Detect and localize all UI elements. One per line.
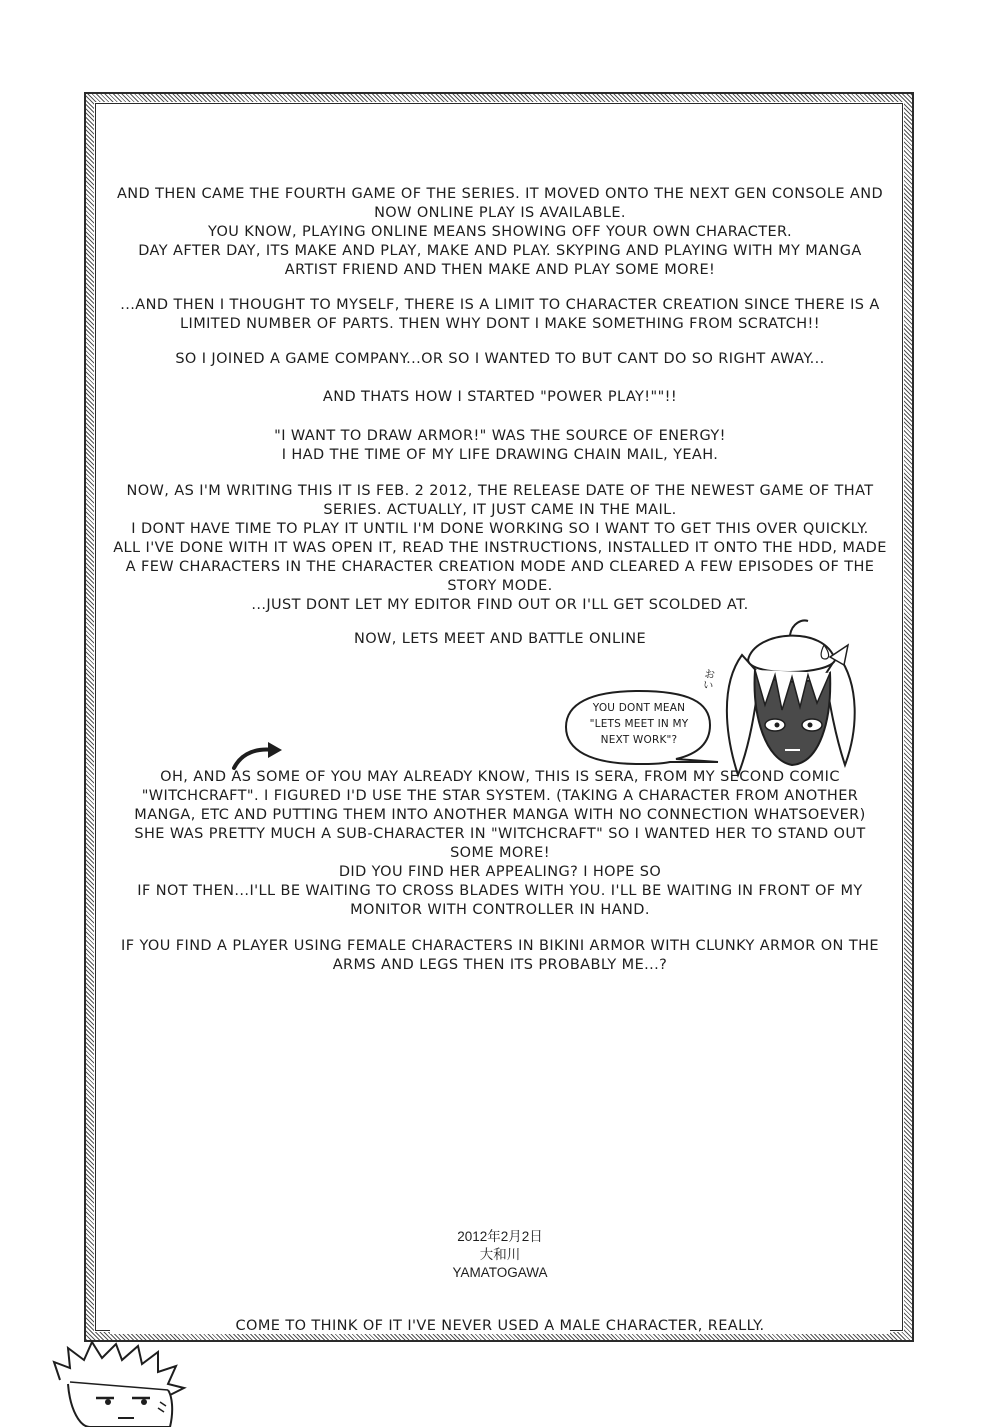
signature-name-en: YAMATOGAWA [452, 1265, 548, 1280]
text-line: AND THEN CAME THE FOURTH GAME OF THE SERIES. IT MOVED ONTO THE NEXT GEN CONSOLE AND [116, 186, 884, 202]
paragraph-fourth-game [110, 185, 890, 280]
text-line: SO I JOINED A GAME COMPANY...OR SO I WANTED TO BUT CANT DO SO RIGHT AWAY... [175, 351, 825, 367]
text-line: DID YOU FIND HER APPEALING? I HOPE SO [338, 864, 662, 880]
text-line: YOU KNOW, PLAYING ONLINE MEANS SHOWING OFF YOUR OWN CHARACTER. [208, 224, 792, 240]
speech-bubble-text [568, 700, 710, 748]
text-line: NOW, LETS MEET AND BATTLE ONLINE [353, 631, 647, 647]
sera-character-drawing [720, 615, 865, 785]
text-line: SERIES. ACTUALLY, IT JUST CAME IN THE MAIL. [323, 502, 677, 518]
text-line: ALL I'VE DONE WITH IT WAS OPEN IT, READ THE INSTRUCTIONS, INSTALLED IT ONTO THE HDD, MADE [113, 540, 887, 556]
paragraph-bikini-armor [110, 937, 890, 975]
text-line: ARMS AND LEGS THEN ITS PROBABLY ME...? [332, 957, 668, 973]
text-line: IF NOT THEN...I'LL BE WAITING TO CROSS BLADES WITH YOU. I'LL BE WAITING IN FRONT OF MY [137, 883, 863, 899]
text-line: "I WANT TO DRAW ARMOR!" WAS THE SOURCE OF ENERGY! [274, 428, 726, 444]
text-line: ARTIST FRIEND AND THEN MAKE AND PLAY SOME MORE! [284, 262, 716, 278]
closing-text: COME TO THINK OF IT I'VE NEVER USED A MALE CHARACTER, REALLY. [228, 1318, 773, 1334]
paragraph-writing-date [110, 482, 890, 615]
paragraph-character-creation [110, 296, 890, 334]
text-line: ...JUST DONT LET MY EDITOR FIND OUT OR I'LL GET SCOLDED AT. [251, 597, 749, 613]
text-line: NEXT WORK"? [600, 734, 678, 746]
signature-name-jp: 大和川 [479, 1247, 521, 1262]
paragraph-power-play [110, 388, 890, 407]
text-line: STORY MODE. [447, 578, 553, 594]
text-line: NOW ONLINE PLAY IS AVAILABLE. [374, 205, 626, 221]
text-line: OH, AND AS SOME OF YOU MAY ALREADY KNOW, THIS IS SERA, FROM MY SECOND COMIC [160, 769, 840, 785]
sound-effect-oi: おい [700, 667, 717, 691]
text-line: I DONT HAVE TIME TO PLAY IT UNTIL I'M DONE WORKING SO I WANT TO GET THIS OVER QUICKLY. [131, 521, 869, 537]
text-line: MANGA, ETC AND PUTTING THEM INTO ANOTHER MANGA WITH NO CONNECTION WHATSOEVER) [134, 807, 866, 823]
text-line: NOW, AS I'M WRITING THIS IT IS FEB. 2 2012, THE RELEASE DATE OF THE NEWEST GAME OF THAT [126, 483, 874, 499]
author-character-drawing [50, 1340, 195, 1427]
text-line: SOME MORE! [450, 845, 550, 861]
text-line: SHE WAS PRETTY MUCH A SUB-CHARACTER IN "WITCHCRAFT" SO I WANTED HER TO STAND OUT [134, 826, 866, 842]
text-line: MONITOR WITH CONTROLLER IN HAND. [350, 902, 650, 918]
text-line: YOU DONT MEAN [592, 702, 686, 714]
text-line: "LETS MEET IN MY [589, 718, 689, 730]
closing-line [110, 1318, 890, 1334]
text-line: DAY AFTER DAY, ITS MAKE AND PLAY, MAKE AND PLAY. SKYPING AND PLAYING WITH MY MANGA [138, 243, 862, 259]
text-line: ...AND THEN I THOUGHT TO MYSELF, THERE IS A LIMIT TO CHARACTER CREATION SINCE THERE IS A [120, 297, 880, 313]
text-line: "WITCHCRAFT". I FIGURED I'D USE THE STAR SYSTEM. (TAKING A CHARACTER FROM ANOTHER [141, 788, 859, 804]
text-line: IF YOU FIND A PLAYER USING FEMALE CHARACTERS IN BIKINI ARMOR WITH CLUNKY ARMOR ON THE [121, 938, 879, 954]
text-line: A FEW CHARACTERS IN THE CHARACTER CREATION MODE AND CLEARED A FEW EPISODES OF THE [125, 559, 875, 575]
text-line: I HAD THE TIME OF MY LIFE DRAWING CHAIN MAIL, YEAH. [281, 447, 719, 463]
paragraph-sera-witchcraft [110, 768, 890, 920]
text-line: LIMITED NUMBER OF PARTS. THEN WHY DONT I MAKE SOMETHING FROM SCRATCH!! [180, 316, 820, 332]
paragraph-game-company [110, 350, 890, 369]
text-line: AND THATS HOW I STARTED "POWER PLAY!""!! [322, 389, 678, 405]
signature-date: 2012年2月2日 [457, 1229, 543, 1244]
signature-block [380, 1228, 620, 1282]
paragraph-draw-armor [110, 427, 890, 465]
